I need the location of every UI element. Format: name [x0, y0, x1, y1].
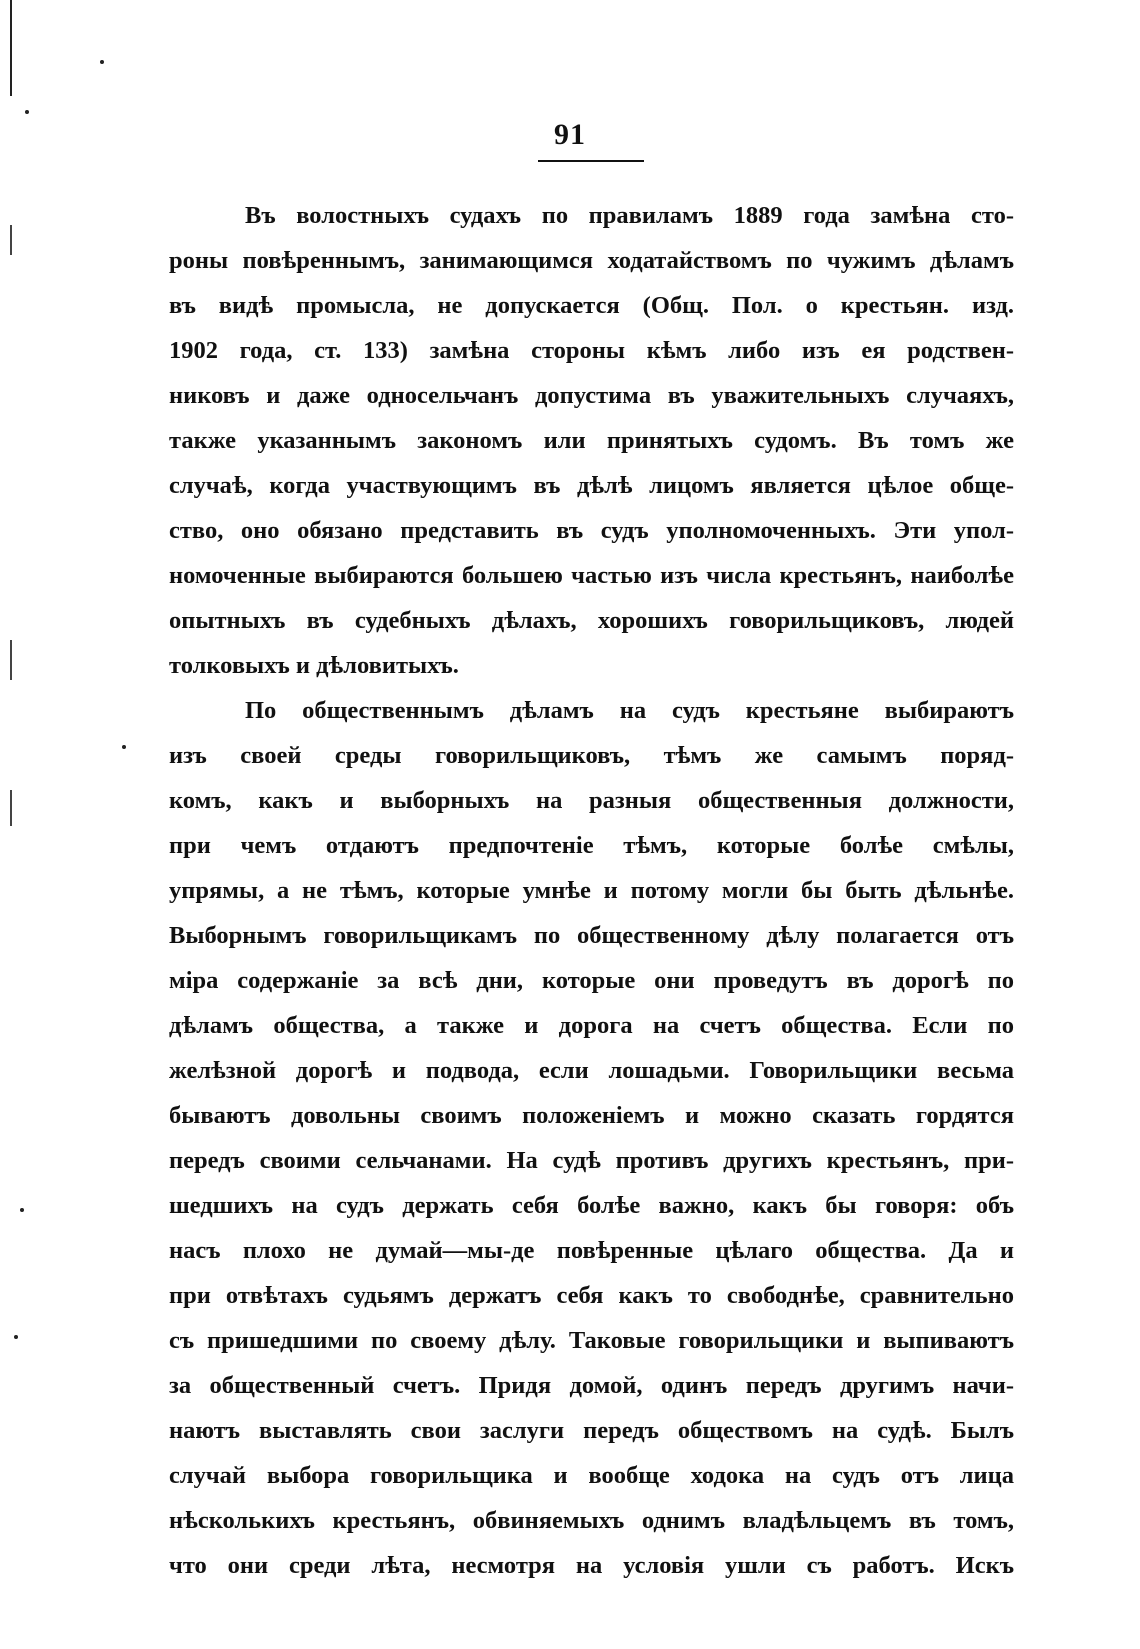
text-line: при отвѣтахъ судьямъ держатъ себя какъ то свободнѣе, сравнительно	[169, 1282, 1014, 1309]
text-line: за общественный счетъ. Придя домой, одинъ передъ другимъ начи-	[169, 1372, 1014, 1399]
text-line: случаѣ, когда участвующимъ въ дѣлѣ лицомъ является цѣлое обще-	[169, 472, 1014, 499]
text-line: передъ своими сельчанами. На судѣ противъ другихъ крестьянъ, при-	[169, 1147, 1014, 1174]
scan-page-edge	[10, 0, 12, 96]
text-line: изъ своей среды говорильщиковъ, тѣмъ же самымъ поряд-	[169, 742, 1014, 769]
text-line: въ видѣ промысла, не допускается (Общ. Пол. о крестьян. изд.	[169, 292, 1014, 319]
text-line: бываютъ довольны своимъ положеніемъ и можно сказать гордятся	[169, 1102, 1014, 1129]
text-line: нѣсколькихъ крестьянъ, обвиняемыхъ однимъ владѣльцемъ въ томъ,	[169, 1507, 1014, 1534]
text-line: номоченные выбираются большею частью изъ числа крестьянъ, наиболѣе	[169, 562, 1014, 589]
text-line: По общественнымъ дѣламъ на судъ крестьяне выбираютъ	[245, 697, 1014, 724]
text-line: никовъ и даже односельчанъ допустима въ уважительныхъ случаяхъ,	[169, 382, 1014, 409]
page-number-rule	[538, 160, 644, 162]
scan-edge-mark	[10, 790, 12, 826]
text-line: упрямы, а не тѣмъ, которые умнѣе и потому могли бы быть дѣльнѣе.	[169, 877, 1014, 904]
text-line: Выборнымъ говорильщикамъ по общественному дѣлу полагается отъ	[169, 922, 1014, 949]
text-line: 1902 года, ст. 133) замѣна стороны кѣмъ либо изъ ея родствен-	[169, 337, 1014, 364]
page-number: 91	[554, 118, 586, 151]
text-line: случай выбора говорильщика и вообще ходока на судъ отъ лица	[169, 1462, 1014, 1489]
text-line: желѣзной дорогѣ и подвода, если лошадьми. Говорильщики весьма	[169, 1057, 1014, 1084]
text-line: толковыхъ и дѣловитыхъ.	[169, 652, 459, 679]
text-line: наютъ выставлять свои заслуги передъ обществомъ на судѣ. Былъ	[169, 1417, 1014, 1444]
paragraph	[169, 193, 1014, 688]
text-line: Въ волостныхъ судахъ по правиламъ 1889 года замѣна сто-	[245, 202, 1014, 229]
scan-speck	[14, 1335, 18, 1339]
text-line: опытныхъ въ судебныхъ дѣлахъ, хорошихъ говорильщиковъ, людей	[169, 607, 1014, 634]
text-line: также указаннымъ закономъ или принятыхъ судомъ. Въ томъ же	[169, 427, 1014, 454]
text-line: ство, оно обязано представить въ судъ уполномоченныхъ. Эти упол-	[169, 517, 1014, 544]
text-line: что они среди лѣта, несмотря на условія ушли съ работъ. Искъ	[169, 1552, 1014, 1579]
scan-speck	[20, 1208, 24, 1212]
body-text	[169, 193, 1014, 1588]
text-line: съ пришедшими по своему дѣлу. Таковые говорильщики и выпиваютъ	[169, 1327, 1014, 1354]
text-line: комъ, какъ и выборныхъ на разныя общественныя должности,	[169, 787, 1014, 814]
text-line: насъ плохо не думай—мы-де повѣренные цѣлаго общества. Да и	[169, 1237, 1014, 1264]
scan-speck	[122, 745, 126, 749]
text-line: міра содержаніе за всѣ дни, которые они проведутъ въ дорогѣ по	[169, 967, 1014, 994]
text-line: при чемъ отдаютъ предпочтеніе тѣмъ, которые болѣе смѣлы,	[169, 832, 1014, 859]
paragraph	[169, 688, 1014, 1588]
scan-speck	[25, 110, 29, 114]
scan-edge-mark	[10, 640, 12, 680]
scan-edge-mark	[10, 225, 12, 255]
text-line: роны повѣреннымъ, занимающимся ходатайствомъ по чужимъ дѣламъ	[169, 247, 1014, 274]
text-line: шедшихъ на судъ держать себя болѣе важно, какъ бы говоря: объ	[169, 1192, 1014, 1219]
text-line: дѣламъ общества, а также и дорога на счетъ общества. Если по	[169, 1012, 1014, 1039]
scan-speck	[100, 60, 104, 64]
